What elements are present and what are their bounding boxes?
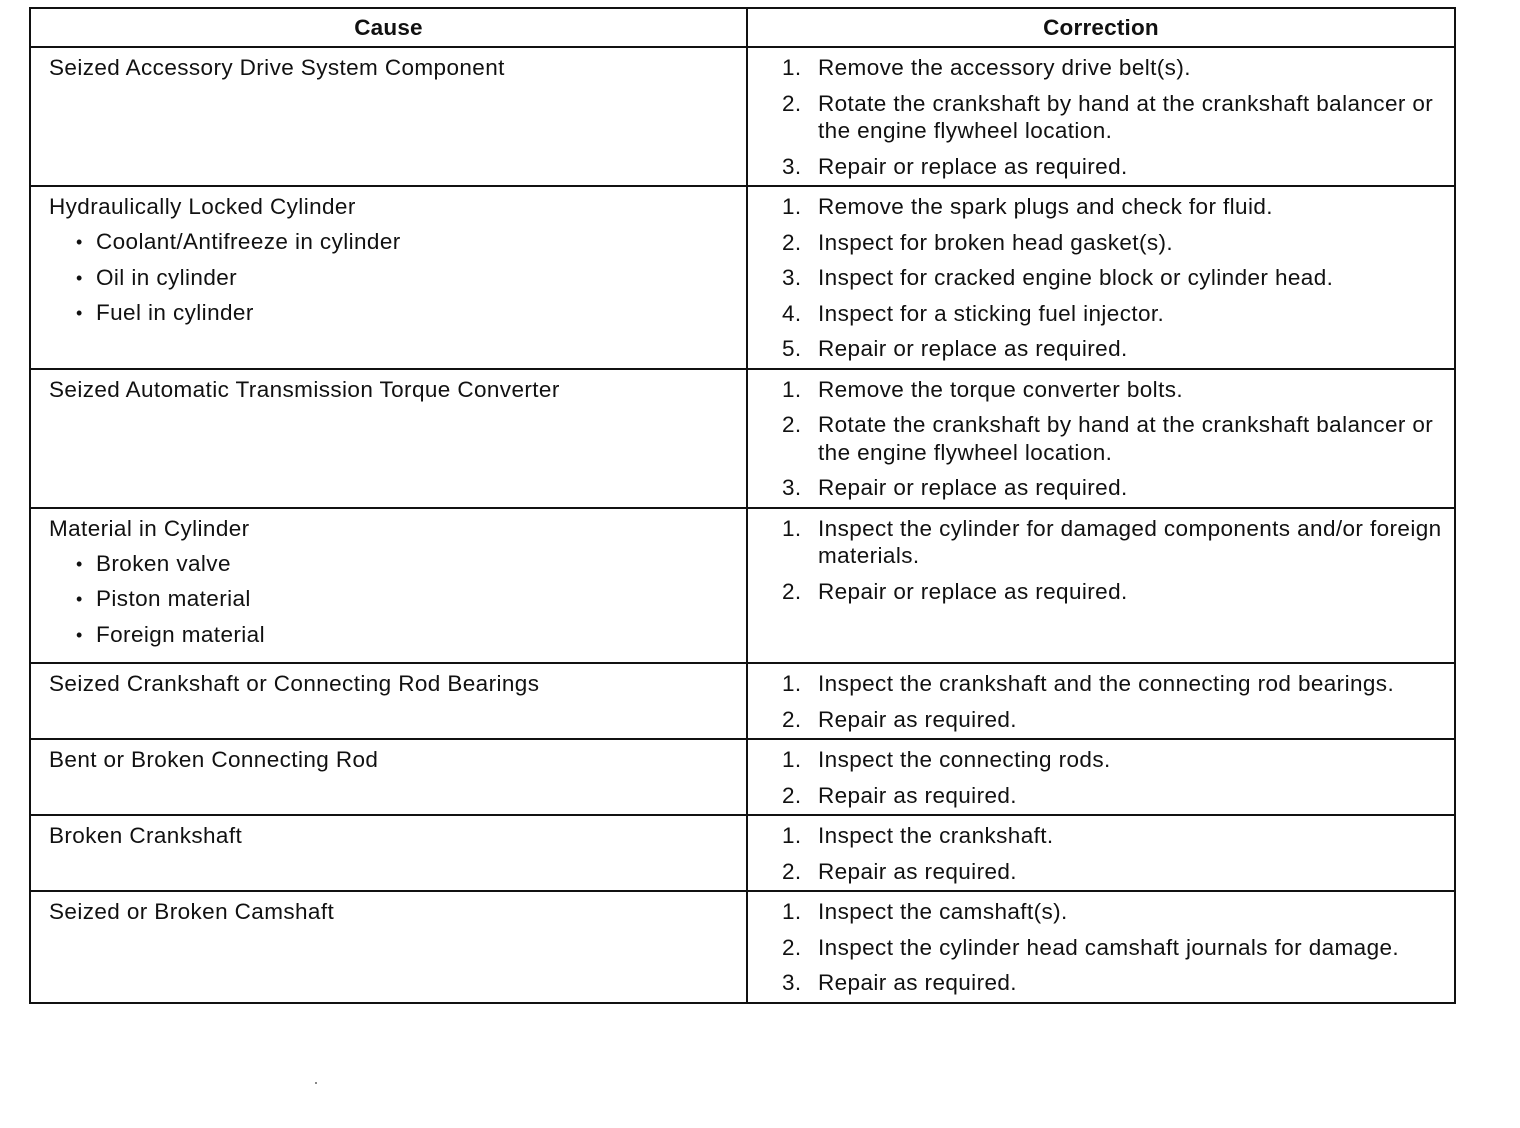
scan-speck bbox=[315, 1082, 317, 1084]
correction-steps bbox=[782, 746, 1446, 809]
correction-step-text: Inspect the cylinder for damaged components and/or foreign materials. bbox=[818, 515, 1442, 568]
cause-title: Material in Cylinder bbox=[49, 515, 250, 541]
table-row bbox=[30, 739, 1455, 815]
correction-steps bbox=[782, 670, 1446, 733]
cause-sub-item-text: Fuel in cylinder bbox=[96, 300, 254, 325]
step-number: 3. bbox=[782, 970, 802, 995]
cause-title: Broken Crankshaft bbox=[49, 823, 243, 848]
correction-step-text: Remove the torque converter bolts. bbox=[818, 376, 1184, 402]
correction-step-text: Inspect for broken head gasket(s). bbox=[818, 229, 1174, 255]
cause-title: Seized Crankshaft or Connecting Rod Bearings bbox=[49, 671, 540, 696]
diagnostic-table bbox=[29, 7, 1456, 1004]
table-row bbox=[30, 663, 1455, 739]
step-number: 3. bbox=[782, 475, 802, 500]
correction-step bbox=[782, 670, 1446, 698]
correction-step bbox=[782, 90, 1446, 145]
correction-step bbox=[782, 474, 1446, 502]
correction-cell bbox=[747, 47, 1455, 186]
step-number: 1. bbox=[782, 376, 802, 402]
correction-step-text: Repair or replace as required. bbox=[818, 475, 1128, 500]
step-number: 3. bbox=[782, 265, 802, 290]
correction-step-text: Inspect the crankshaft and the connecting rod bearings. bbox=[818, 671, 1395, 696]
correction-step bbox=[782, 969, 1446, 997]
step-number: 1. bbox=[782, 55, 802, 80]
step-number: 3. bbox=[782, 153, 802, 179]
table-row bbox=[30, 508, 1455, 664]
cause-sub-item bbox=[49, 621, 738, 657]
correction-step bbox=[782, 858, 1446, 886]
cause-column-header: Cause bbox=[30, 8, 747, 47]
bullet-dot-icon: • bbox=[76, 589, 83, 609]
step-number: 2. bbox=[782, 578, 802, 604]
cause-sub-item-text: Broken valve bbox=[96, 550, 231, 576]
cause-title: Bent or Broken Connecting Rod bbox=[49, 747, 379, 772]
table-body bbox=[30, 47, 1455, 1003]
bullet-dot-icon: • bbox=[76, 303, 83, 323]
bullet-dot-icon: • bbox=[76, 267, 83, 288]
step-number: 1. bbox=[782, 194, 802, 219]
step-number: 2. bbox=[782, 706, 802, 732]
step-number: 2. bbox=[782, 412, 802, 437]
correction-step-text: Remove the spark plugs and check for fluid. bbox=[818, 194, 1273, 219]
cause-sub-list bbox=[49, 228, 738, 335]
cause-title: Seized Automatic Transmission Torque Converter bbox=[49, 376, 560, 402]
correction-step-text: Inspect the camshaft(s). bbox=[818, 899, 1068, 924]
cause-title: Seized Accessory Drive System Component bbox=[49, 55, 505, 80]
step-number: 1. bbox=[782, 671, 802, 696]
correction-steps bbox=[782, 376, 1446, 502]
cause-sub-item bbox=[49, 299, 738, 335]
correction-steps bbox=[782, 822, 1446, 885]
correction-step bbox=[782, 782, 1446, 810]
correction-cell bbox=[747, 815, 1455, 891]
correction-cell bbox=[747, 663, 1455, 739]
correction-step-text: Rotate the crankshaft by hand at the crankshaft balancer or the engine flywheel location. bbox=[818, 412, 1434, 465]
correction-step-text: Repair as required. bbox=[818, 706, 1017, 732]
step-number: 2. bbox=[782, 782, 802, 808]
cause-cell bbox=[30, 508, 747, 664]
correction-step bbox=[782, 193, 1446, 221]
bullet-dot-icon: • bbox=[76, 232, 83, 252]
cause-cell bbox=[30, 369, 747, 508]
table-row bbox=[30, 186, 1455, 369]
table-row bbox=[30, 47, 1455, 186]
correction-step bbox=[782, 706, 1446, 734]
step-number: 1. bbox=[782, 515, 802, 541]
table-header-row bbox=[30, 8, 1455, 47]
step-number: 4. bbox=[782, 300, 802, 326]
correction-step-text: Inspect the crankshaft. bbox=[818, 823, 1054, 848]
step-number: 5. bbox=[782, 336, 802, 361]
step-number: 2. bbox=[782, 229, 802, 255]
correction-step bbox=[782, 822, 1446, 850]
cause-cell bbox=[30, 739, 747, 815]
correction-column-header: Correction bbox=[747, 8, 1455, 47]
correction-step bbox=[782, 229, 1446, 257]
correction-cell bbox=[747, 186, 1455, 369]
correction-step bbox=[782, 515, 1446, 570]
table-row bbox=[30, 891, 1455, 1003]
correction-step-text: Rotate the crankshaft by hand at the crankshaft balancer or the engine flywheel location. bbox=[818, 90, 1434, 143]
correction-step-text: Repair or replace as required. bbox=[818, 153, 1128, 179]
correction-step-text: Inspect for a sticking fuel injector. bbox=[818, 300, 1165, 326]
correction-cell bbox=[747, 508, 1455, 664]
correction-cell bbox=[747, 891, 1455, 1003]
correction-step bbox=[782, 300, 1446, 328]
cause-cell bbox=[30, 815, 747, 891]
correction-steps bbox=[782, 54, 1446, 180]
correction-step bbox=[782, 54, 1446, 82]
bullet-dot-icon: • bbox=[76, 624, 83, 645]
correction-step-text: Repair as required. bbox=[818, 970, 1017, 995]
cause-sub-item bbox=[49, 550, 738, 586]
correction-step bbox=[782, 746, 1446, 774]
cause-cell bbox=[30, 663, 747, 739]
table-row bbox=[30, 815, 1455, 891]
correction-step bbox=[782, 264, 1446, 292]
correction-step-text: Repair or replace as required. bbox=[818, 578, 1128, 604]
correction-steps bbox=[782, 898, 1446, 997]
correction-cell bbox=[747, 369, 1455, 508]
correction-cell bbox=[747, 739, 1455, 815]
correction-steps bbox=[782, 193, 1446, 363]
cause-sub-item-text: Foreign material bbox=[96, 621, 265, 647]
correction-step bbox=[782, 578, 1446, 606]
table-row bbox=[30, 369, 1455, 508]
cause-sub-item bbox=[49, 264, 738, 300]
cause-sub-list bbox=[49, 550, 738, 657]
step-number: 2. bbox=[782, 90, 802, 116]
cause-sub-item bbox=[49, 585, 738, 621]
cause-sub-item-text: Oil in cylinder bbox=[96, 264, 238, 290]
step-number: 2. bbox=[782, 858, 802, 884]
correction-step-text: Repair or replace as required. bbox=[818, 336, 1128, 361]
cause-cell bbox=[30, 47, 747, 186]
correction-step bbox=[782, 411, 1446, 466]
correction-step-text: Inspect for cracked engine block or cylinder head. bbox=[818, 265, 1334, 290]
cause-title: Hydraulically Locked Cylinder bbox=[49, 194, 356, 219]
cause-cell bbox=[30, 186, 747, 369]
cause-sub-item bbox=[49, 228, 738, 264]
cause-sub-item-text: Piston material bbox=[96, 586, 251, 611]
correction-step-text: Remove the accessory drive belt(s). bbox=[818, 55, 1191, 80]
diagnostic-table-container bbox=[29, 7, 1454, 1004]
correction-steps bbox=[782, 515, 1446, 606]
step-number: 2. bbox=[782, 934, 802, 960]
correction-step bbox=[782, 898, 1446, 926]
correction-step bbox=[782, 153, 1446, 181]
step-number: 1. bbox=[782, 899, 802, 924]
cause-sub-item-text: Coolant/Antifreeze in cylinder bbox=[96, 229, 401, 254]
correction-step-text: Repair as required. bbox=[818, 782, 1017, 808]
cause-cell bbox=[30, 891, 747, 1003]
correction-step bbox=[782, 934, 1446, 962]
step-number: 1. bbox=[782, 823, 802, 848]
correction-step bbox=[782, 376, 1446, 404]
bullet-dot-icon: • bbox=[76, 553, 83, 574]
correction-step bbox=[782, 335, 1446, 363]
correction-step-text: Repair as required. bbox=[818, 858, 1017, 884]
correction-step-text: Inspect the cylinder head camshaft journals for damage. bbox=[818, 934, 1400, 960]
correction-step-text: Inspect the connecting rods. bbox=[818, 747, 1111, 772]
step-number: 1. bbox=[782, 747, 802, 772]
cause-title: Seized or Broken Camshaft bbox=[49, 899, 335, 924]
